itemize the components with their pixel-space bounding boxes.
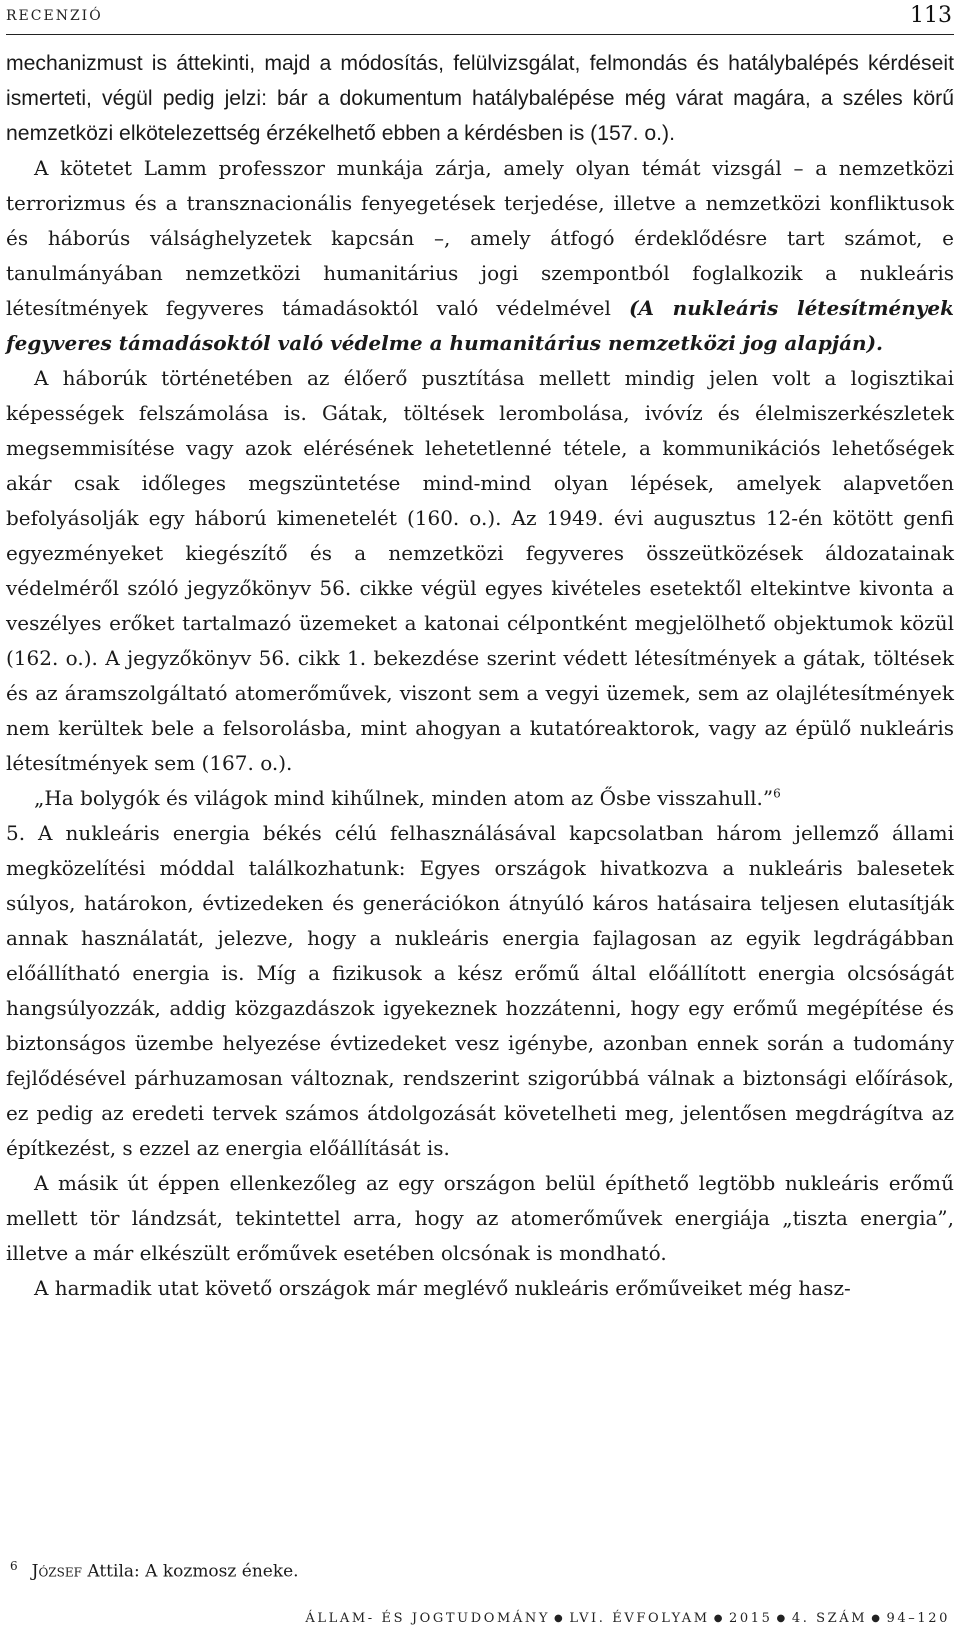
- paragraph-history: A háborúk történetében az élőerő pusztítása mellett mindig jelen volt a logisztikai képességek felszámolása is. Gátak, töltések lerombolása, ivóvíz és élelmiszerkészletek megsemmisítése vagy azok elérésének lehetetlenné tétele, a kommunikációs lehetőségek akár csak időleges megszüntetése mind-mind olyan lépések, amelyek alapvetően befolyásolják egy háború kimenetelét (160. o.). Az 1949. évi augusztus 12-én kötött genfi egyezményeket kiegészítő és a nemzetközi fegyveres összeütközések áldozatainak védelméről szóló jegyzőkönyv 56. cikke végül egyes kivételes esetektől eltekintve kivonta a veszélyes erőket tartalmazó üzemeket a katonai célpontként megjelölhető objektumok közül (162. o.). A jegyzőkönyv 56. cikk 1. bekezdése szerint védett létesítmények a gátak, töltések és az áramszolgáltató atomerőművek, viszont sem a vegyi üzemek, sem az olajlétesítmények nem kerültek bele a felsorolásba, mint ahogyan a kutatóreaktorok, vagy az épülő nukleáris létesítmények sem (167. o.).: [6, 366, 954, 775]
- quote-text: „Ha bolygók és világok mind kihűlnek, minden atom az Ősbe visszahull.”: [34, 786, 774, 810]
- page-number: 113: [910, 3, 952, 28]
- paragraph-third-way: A harmadik utat követő országok már meglévő nukleáris erőműveiket még hasz-: [34, 1276, 851, 1300]
- journal-issue: 4. SZÁM: [791, 1611, 868, 1626]
- chapter-title: (A nukleáris létesítmények fegyveres támadásoktól való védelme a humanitárius nemzetközi jog alapján).: [6, 296, 954, 355]
- footnote-text: Attila: A kozmosz éneke.: [87, 1561, 299, 1582]
- journal-year: 2015: [729, 1611, 773, 1626]
- paragraph-continued: mechanizmust is áttekinti, majd a módosítás, felülvizsgálat, felmondás és hatálybalépés kérdéseit ismerteti, végül pedig jelzi: bár a dokumentum hatálybalépése még várat magára, a széles körű nemzetközi elkötelezettség érzékelhető ebben a kérdésben is (157. o.).: [6, 52, 954, 145]
- footnote: [6, 1554, 946, 1584]
- footnote-author: József: [31, 1561, 82, 1582]
- bullet-separator: ●: [871, 1613, 883, 1624]
- bullet-separator: ●: [776, 1613, 788, 1624]
- journal-footer: [305, 1611, 950, 1626]
- footnote-reference: 6: [773, 786, 781, 801]
- bullet-separator: ●: [554, 1613, 566, 1624]
- journal-pages: 94–120: [886, 1611, 950, 1626]
- paragraph-section-5: 5. A nukleáris energia békés célú felhasználásával kapcsolatban három jellemző állami megközelítési móddal találkozhatunk: Egyes országok hivatkozva a nukleáris balesetek súlyos, határokon, évtizedeken és generációkon átnyúló káros hatásaira teljesen elutasítják annak használatát, jelezve, hogy a nukleáris energia fajlagosan az egyik legdrágábban előállítható energia is. Míg a fizikusok a kész erőmű által előállított energia olcsóságát hangsúlyozzák, addig közgazdászok igyekeznek hozzátenni, hogy egy erőmű megépítése és biztonságos üzembe helyezése évtizedeket vesz igénybe, azonban ennek során a tudomány fejlődésével párhuzamosan változnak, rendszerint szigorúbbá válnak a biztonsági előírások, ez pedig az eredeti tervek számos átdolgozását követelheti meg, jelentősen megdrágítva az építkezést, s ezzel az energia előállítását is.: [6, 821, 954, 1160]
- journal-volume: LVI. ÉVFOLYAM: [569, 1611, 710, 1626]
- journal-name: ÁLLAM- ÉS JOGTUDOMÁNY: [305, 1611, 551, 1626]
- paragraph-second-way: A másik út éppen ellenkezőleg az egy országon belül építhető legtöbb nukleáris erőmű mellett tör lándzsát, tekintettel arra, hogy az atomerőművek energiája „tiszta energia”, illetve a már elkészült erőművek esetében olcsónak is mondható.: [6, 1171, 954, 1265]
- section-label: RECENZIÓ: [6, 8, 103, 24]
- epigraph-quote: [6, 781, 954, 816]
- footnote-number: 6: [10, 1559, 18, 1573]
- paragraph-lamm: [6, 151, 954, 361]
- running-header: [6, 0, 954, 35]
- paragraph-lamm-text: A kötetet Lamm professzor munkája zárja, amely olyan témát vizsgál – a nemzetközi terrorizmus és a transznacionális fenyegetések terjedése, illetve a nemzetközi konfliktusok és háborús válsághelyzetek kapcsán –, amely átfogó érdeklődésre tart számot, e tanulmányában nemzetközi humanitárius jogi szempontból foglalkozik a nukleáris létesítmények fegyveres támadásoktól való védelmével: [6, 156, 954, 320]
- body-text: [6, 46, 954, 1306]
- bullet-separator: ●: [713, 1613, 726, 1624]
